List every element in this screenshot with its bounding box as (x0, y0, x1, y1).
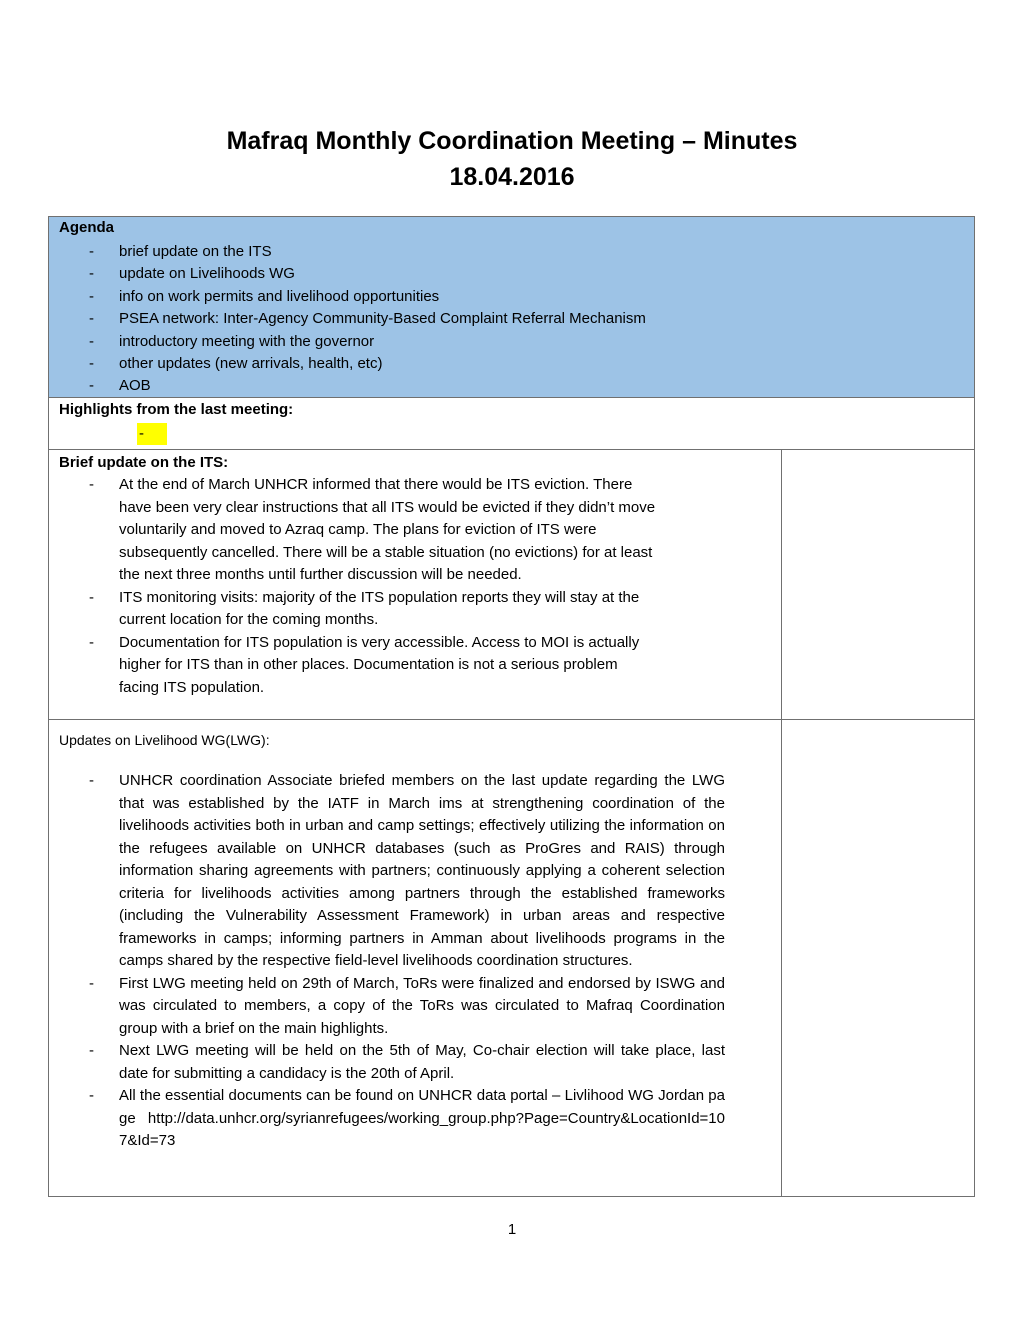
its-item: - ITS monitoring visits: majority of the ITS population reports they will stay at the current location for the coming months. (49, 587, 659, 632)
agenda-item: - PSEA network: Inter-Agency Community-Based Complaint Referral Mechanism (49, 308, 646, 330)
agenda-item: - update on Livelihoods WG (49, 263, 646, 285)
its-item: - At the end of March UNHCR informed that there would be ITS eviction. There have been very clear instructions that all ITS would be evicted if they didn’t move voluntarily and moved to Azraq camp. The plans for eviction of ITS were subsequently cancelled. There will be a stable situation (no evictions) for at least the next three months until further discussion will be needed. (49, 474, 659, 587)
its-section (48, 449, 975, 720)
its-heading: Brief update on the ITS: (59, 454, 229, 471)
its-item: - Documentation for ITS population is very accessible. Access to MOI is actually higher for ITS than in other places. Documentation is not a serious problem facing ITS population. (49, 632, 659, 700)
column-divider (781, 450, 782, 719)
agenda-item: - other updates (new arrivals, health, etc) (49, 353, 646, 375)
page-number: 1 (507, 1221, 517, 1238)
lwg-list (49, 770, 725, 1153)
lwg-item: - UNHCR coordination Associate briefed members on the last update regarding the LWG that was established by the IATF in March ims at strengthening coordination of the livelihoods activities both in urban and camp settings; effectively utilizing the information on the refugees available on UNHCR databases (such as ProGres and RAIS) through information sharing agreements with partners; continuously applying a coherent selection criteria for livelihoods activities among partners through the established frameworks (including the Vulnerability Assessment Framework) in urban areas and respective frameworks in camps; informing partners in Amman about livelihoods programs in the camps shared by the respective field-level livelihoods coordination structures. (49, 770, 725, 973)
agenda-list (49, 241, 646, 398)
meeting-date: 18.04.2016 (449, 163, 575, 191)
highlights-heading: Highlights from the last meeting: (59, 401, 294, 418)
lwg-item: - All the essential documents can be found on UNHCR data portal – Livlihood WG Jordan page http://data.unhcr.org/syrianrefugees/working_group.php?Page=Country&LocationId=107&Id=73 (49, 1085, 725, 1153)
agenda-item: - AOB (49, 375, 646, 397)
agenda-item: - introductory meeting with the governor (49, 331, 646, 353)
column-divider (781, 720, 782, 1196)
lwg-item: - First LWG meeting held on 29th of March, ToRs were finalized and endorsed by ISWG and was circulated to members, a copy of the ToRs was circulated to Mafraq Coordination group with a brief on the main highlights. (49, 973, 725, 1041)
agenda-section (48, 216, 975, 398)
page-title: Mafraq Monthly Coordination Meeting – Minutes (226, 127, 798, 155)
lwg-heading: Updates on Livelihood WG(LWG): (59, 732, 270, 748)
lwg-item: - Next LWG meeting will be held on the 5th of May, Co-chair election will take place, last date for submitting a candidacy is the 20th of April. (49, 1040, 725, 1085)
agenda-item: - info on work permits and livelihood opportunities (49, 286, 646, 308)
lwg-section (48, 719, 975, 1197)
agenda-heading: Agenda (59, 219, 115, 236)
its-list (49, 474, 659, 699)
highlights-section (48, 397, 975, 450)
agenda-item: - brief update on the ITS (49, 241, 646, 263)
highlighted-empty-bullet (137, 423, 167, 445)
